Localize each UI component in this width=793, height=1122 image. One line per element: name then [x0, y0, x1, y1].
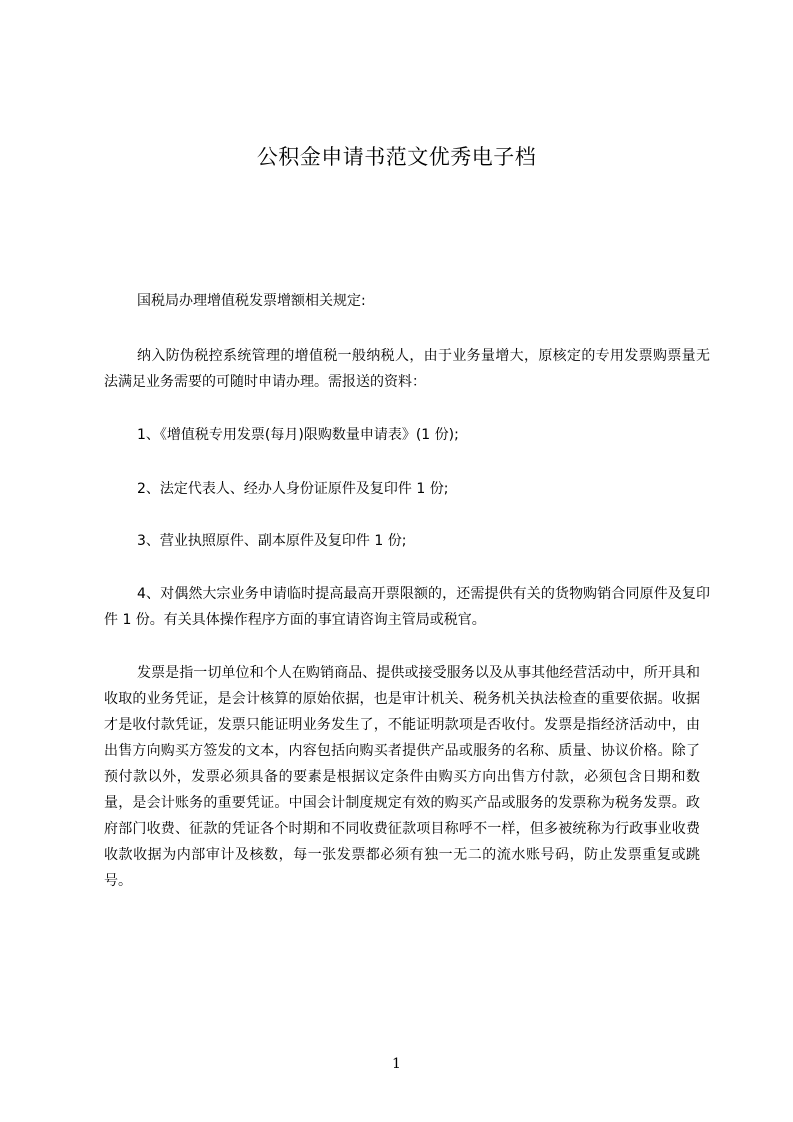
paragraph-item-2: 2、法定代表人、经办人身份证原件及复印件 1 份;: [137, 481, 449, 497]
paragraph-item-3: 3、营业执照原件、副本原件及复印件 1 份;: [137, 533, 407, 549]
paragraph-intro: 纳入防伪税控系统管理的增值税一般纳税人，由于业务量增大，原核定的专用发票购票量无法满足业务需要的可随时申请办理。需报送的资料：: [104, 348, 710, 390]
paragraph-item-1: 1、《增值税专用发票(每月)限购数量申请表》(1 份);: [137, 427, 459, 443]
paragraph-item-4: 4、对偶然大宗业务申请临时提高最高开票限额的，还需提供有关的货物购销合同原件及复印件 1 份。有关具体操作程序方面的事宜请咨询主管局或税官。: [104, 586, 710, 628]
page-number: 1: [392, 1056, 401, 1072]
paragraph-regulation-heading: 国税局办理增值税发票增额相关规定:: [137, 293, 366, 309]
paragraph-invoice-explanation: 发票是指一切单位和个人在购销商品、提供或接受服务以及从事其他经营活动中，所开具和收取的业务凭证，是会计核算的原始依据，也是审计机关、税务机关执法检查的重要依据。收据才是收付款凭证，发票只能证明业务发生了，不能证明款项是否收付。发票是指经济活动中，由出售方向购买方签发的文本，内容包括向购买者提供产品或服务的名称、质量、协议价格。除了预付款以外，发票必须具备的要素是根据议定条件由购买方向出售方付款，必须包含日期和数量，是会计账务的重要凭证。中国会计制度规定有效的购买产品或服务的发票称为税务发票。政府部门收费、征款的凭证各个时期和不同收费征款项目称呼不一样，但多被统称为行政事业收费收款收据为内部审计及核数，每一张发票都必须有独一无二的流水账号码，防止发票重复或跳号。: [104, 665, 700, 889]
document-title: 公积金申请书范文优秀电子档: [256, 145, 537, 169]
